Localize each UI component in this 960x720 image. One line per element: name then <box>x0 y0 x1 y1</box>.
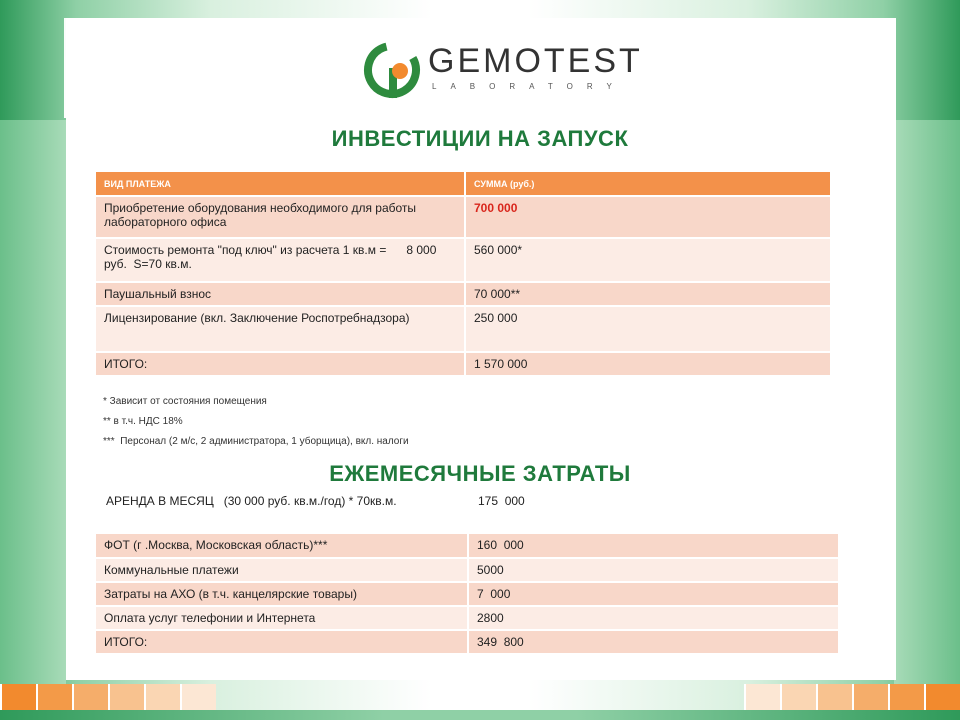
row-value: 349 800 <box>468 630 839 654</box>
row-value: 160 000 <box>468 534 839 558</box>
logo-wordmark: GEMOTEST <box>428 42 643 80</box>
table-total-row <box>96 630 839 654</box>
table-row <box>96 582 839 606</box>
header-payment-type: ВИД ПЛАТЕЖА <box>96 172 465 196</box>
logo-mark-icon <box>362 38 424 102</box>
footnote: * Зависит от состояния помещения <box>103 396 267 407</box>
row-value: 700 000 <box>465 196 831 238</box>
investments-table <box>96 172 832 377</box>
table-header-row <box>96 172 831 196</box>
monthly-costs-heading: ЕЖЕМЕСЯЧНЫЕ ЗАТРАТЫ <box>329 461 631 486</box>
row-label: Стоимость ремонта "под ключ" из расчета 1 кв.м = 8 000 руб. S=70 кв.м. <box>96 238 465 282</box>
header-amount: СУММА (руб.) <box>465 172 831 196</box>
left-decor-band <box>0 120 66 720</box>
row-value: 2800 <box>468 606 839 630</box>
table-row <box>96 282 831 306</box>
logo-subtitle: LABORATORY <box>432 82 626 91</box>
row-label: ИТОГО: <box>96 352 465 376</box>
table-row <box>96 606 839 630</box>
row-value: 1 570 000 <box>465 352 831 376</box>
row-label: Оплата услуг телефонии и Интернета <box>96 606 468 630</box>
table-row <box>96 534 839 558</box>
investments-heading: ИНВЕСТИЦИИ НА ЗАПУСК <box>331 126 629 151</box>
table-row <box>96 558 839 582</box>
row-label: Коммунальные платежи <box>96 558 468 582</box>
row-label: Приобретение оборудования необходимого для работы лабораторного офиса <box>96 196 465 238</box>
row-label: Паушальный взнос <box>96 282 465 306</box>
rent-value: 175 000 <box>478 494 525 508</box>
footnote: *** Персонал (2 м/с, 2 администратора, 1 уборщица), вкл. налоги <box>103 436 409 447</box>
row-value: 560 000* <box>465 238 831 282</box>
table-total-row <box>96 352 831 376</box>
row-label: ФОТ (г .Москва, Московская область)*** <box>96 534 468 558</box>
gemotest-logo <box>362 38 643 102</box>
right-decor-band <box>894 120 960 720</box>
row-label: ИТОГО: <box>96 630 468 654</box>
row-label: Затраты на АХО (в т.ч. канцелярские товары) <box>96 582 468 606</box>
row-value: 70 000** <box>465 282 831 306</box>
rent-label: АРЕНДА В МЕСЯЦ (30 000 руб. кв.м./год) * 70кв.м. <box>106 494 397 508</box>
row-value: 7 000 <box>468 582 839 606</box>
table-row <box>96 306 831 352</box>
bottom-decor-tiles <box>0 684 960 710</box>
row-value: 5000 <box>468 558 839 582</box>
bottom-decor-strip <box>0 710 960 720</box>
table-row <box>96 238 831 282</box>
row-value: 250 000 <box>465 306 831 352</box>
row-label: Лицензирование (вкл. Заключение Роспотребнадзора) <box>96 306 465 352</box>
monthly-costs-table <box>96 534 840 655</box>
table-row <box>96 196 831 238</box>
footnote: ** в т.ч. НДС 18% <box>103 416 183 427</box>
